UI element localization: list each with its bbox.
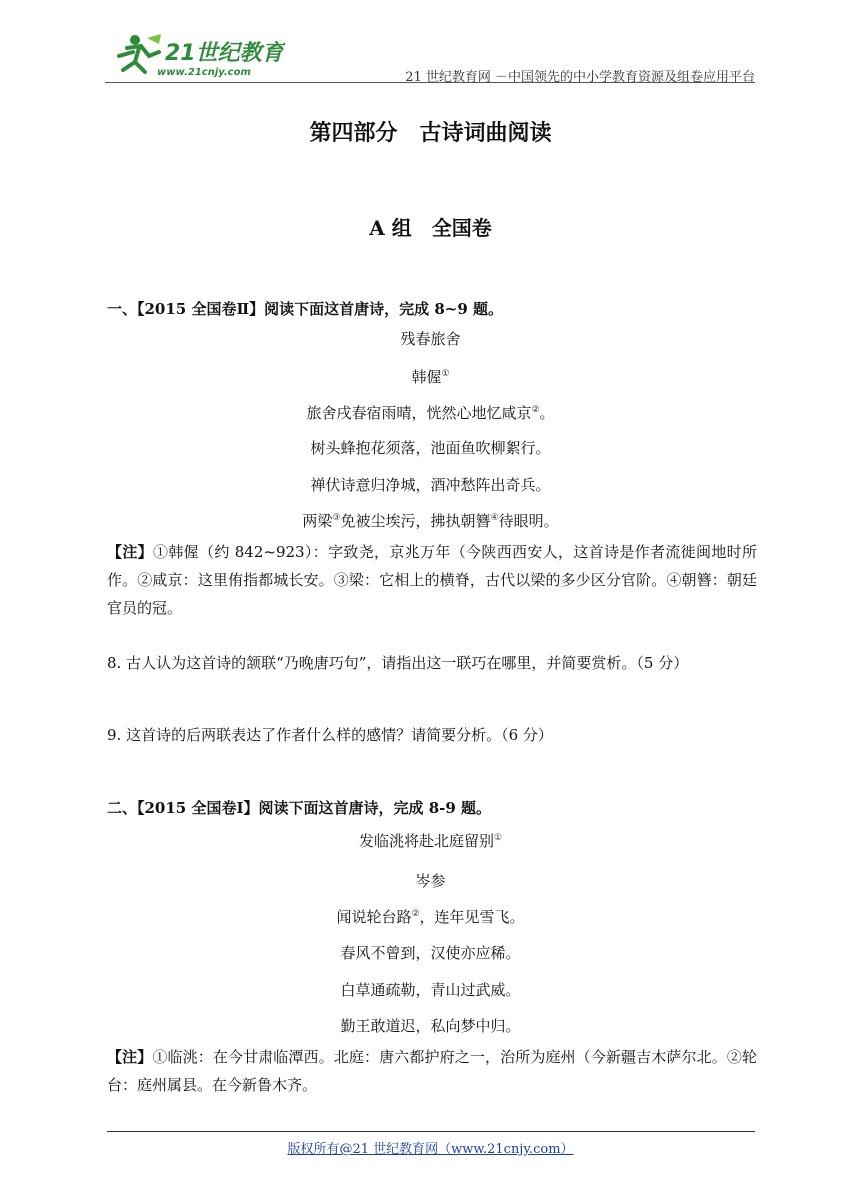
section2-poem-line: 春风不曾到，汉使亦应稀。 — [340, 944, 521, 962]
section1-poem-line: 旅舍戌春宿雨晴，恍然心地忆咸京②。 — [306, 404, 555, 422]
section1-poem-title: 残春旅舍 — [400, 330, 461, 348]
header-tagline: 21 世纪教育网 －中国领先的中小学教育资源及组卷应用平台 — [405, 70, 755, 85]
section1-note: 【注】①韩偓（约 842~923）：字致尧，京兆万年（今陕西西安人，这首诗是作者流徙闽地时所作。②咸京：这里侑指都城长安。③梁：它相上的横脊，古代以梁的多少区分官阶。④朝簪：朝廷官员的冠。 — [107, 543, 757, 617]
section2-author: 岑参 — [415, 872, 446, 890]
header-divider — [105, 82, 755, 83]
section1-author: 韩偓① — [411, 368, 450, 386]
section1-poem-line: 禅伏诗意归净城，酒冲愁阵出奇兵。 — [310, 476, 551, 494]
logo-main-text: 21世纪教育 — [165, 41, 284, 66]
section1-heading: 一、【2015 全国卷Ⅱ】阅读下面这首唐诗，完成 8~9 题。 — [107, 300, 504, 318]
section1-poem-line: 两梁③免被尘埃污，拂执朝簪④待眼明。 — [302, 512, 559, 530]
site-logo — [105, 30, 285, 82]
page-title: 第四部分 古诗词曲阅读 — [309, 120, 552, 146]
logo-url-text: www.21cnjy.com — [157, 67, 251, 78]
question-9: 9. 这首诗的后两联表达了作者什么样的感情？请简要分析。（6 分） — [107, 726, 553, 744]
section2-heading: 二、【2015 全国卷Ⅰ】阅读下面这首唐诗，完成 8-9 题。 — [107, 799, 492, 817]
section2-poem-line: 勤王敢道迟，私向梦中归。 — [340, 1017, 521, 1035]
page-header — [105, 30, 755, 84]
section2-poem-line: 闻说轮台路②，连年见雪飞。 — [336, 908, 525, 926]
section2-poem-line: 白草通疏勒，青山过武威。 — [340, 981, 521, 999]
section2-poem-title: 发临洮将赴北庭留别① — [358, 832, 503, 850]
footer-copyright-link[interactable]: 版权所有@21 世纪教育网（www.21cnjy.com） — [287, 1142, 574, 1157]
section-subtitle: A 组 全国卷 — [369, 216, 492, 240]
question-8: 8. 古人认为这首诗的颔联“乃晚唐巧句”，请指出这一联巧在哪里，并简要赏析。（5 分） — [107, 654, 689, 672]
footer-divider — [107, 1131, 755, 1132]
section1-poem-line: 树头蜂抱花须落，池面鱼吹柳絮行。 — [310, 439, 551, 457]
section2-note: 【注】①临洮：在今甘肃临潭西。北庭：唐六都护府之一，治所为庭州（今新疆吉木萨尔北。②轮台：庭州属县。在今新鲁木齐。 — [107, 1048, 757, 1094]
